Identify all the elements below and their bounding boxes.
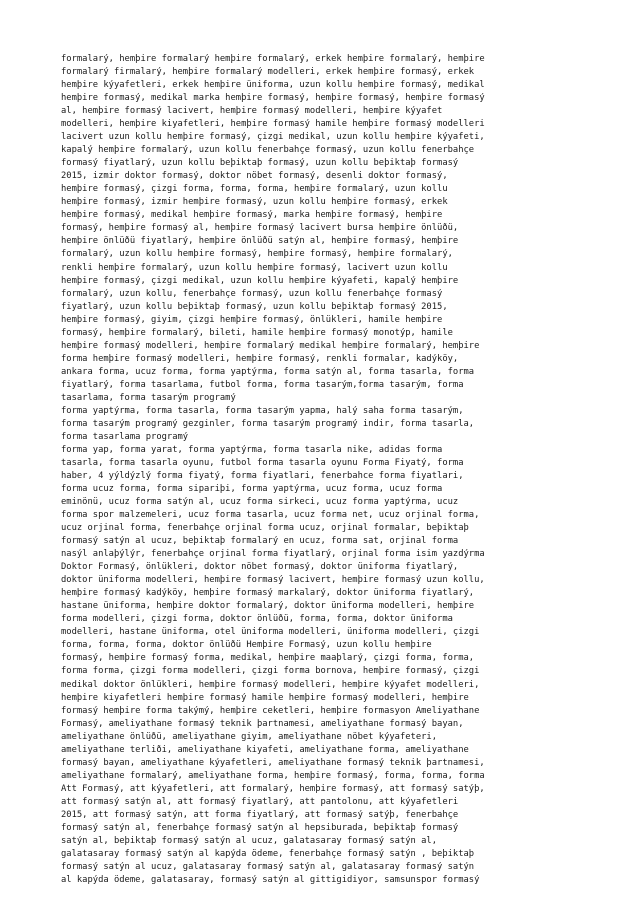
text-line: hemþire formasý kadýköy, hemþire formasý markalarý, doktor üniforma fiyatlarý,: [61, 588, 475, 599]
text-line: att formasý satýn al, att formasý fiyatlarý, att pantolonu, att kýyafetleri: [61, 796, 459, 807]
text-line: hemþire formasý, çizgi forma, forma, forma, hemþire formalarý, uzun kollu: [61, 184, 448, 195]
text-line: forma yaptýrma, forma tasarla, forma tasarým yapma, halý saha forma tasarým,: [61, 405, 464, 416]
text-line: formasý fiyatlarý, uzun kollu beþiktaþ formasý, uzun kollu beþiktaþ formasý: [61, 158, 459, 169]
text-line: haber, 4 yýldýzlý forma fiyatý, forma fiyatlari, fenerbahce forma fiyatlari,: [61, 471, 464, 481]
text-line: Doktor Formasý, önlükleri, doktor nöbet formasý, doktor üniforma fiyatlarý,: [61, 562, 459, 573]
text-line: forma tasarlama programý: [61, 431, 189, 442]
text-line: formasý bayan, ameliyathane kýyafetleri, ameliyathane formasý teknik þartnamesi,: [61, 757, 485, 768]
text-line: hastane üniforma, hemþire doktor formalarý, doktor üniforma modelleri, hemþire: [61, 601, 475, 612]
text-line: 2015, izmir doktor formasý, doktor nöbet formasý, desenli doktor formasý,: [61, 171, 448, 182]
text-line: forma forma, çizgi forma modelleri, çizgi forma bornova, hemþire formasý, çizgi: [61, 666, 480, 677]
text-line: forma modelleri, çizgi forma, doktor önlüðü, forma, forma, doktor üniforma: [61, 614, 453, 625]
text-line: hemþire formasý, giyim, çizgi hemþire formasý, önlükleri, hamile hemþire: [61, 314, 443, 325]
text-line: satýn al, beþiktaþ formasý satýn al ucuz, galatasaray formasý satýn al,: [61, 835, 438, 846]
text-line: forma tasarým programý gezginler, forma tasarým programý indir, forma tasarla,: [61, 418, 475, 429]
text-line: nasýl anlaþýlýr, fenerbahçe orjinal forma fiyatlarý, orjinal forma isim yazdýrma: [61, 549, 485, 560]
text-line: hemþire kiyafetleri hemþire formasý hamile hemþire formasý modelleri, hemþire: [61, 692, 469, 703]
text-line: tasarla, forma tasarla oyunu, futbol forma tasarla oyunu Forma Fiyatý, forma: [61, 457, 464, 468]
text-line: renkli hemþire formalarý, uzun kollu hemþire formasý, lacivert uzun kollu: [61, 262, 448, 273]
text-line: modelleri, hastane üniforma, otel üniforma modelleri, üniforma modelleri, çizgi: [61, 627, 480, 638]
text-line: doktor üniforma modelleri, hemþire formasý lacivert, hemþire formasý uzun kollu,: [61, 575, 485, 586]
text-line: forma hemþire formasý modelleri, hemþire formasý, renkli formalar, kadýköy,: [61, 353, 459, 364]
text-line: forma spor malzemeleri, ucuz forma tasarla, ucuz forma net, ucuz orjinal forma,: [61, 510, 480, 521]
text-line: formasý satýn al ucuz, galatasaray formasý satýn al, galatasaray formasý satýn: [61, 861, 475, 872]
text-line: ameliyathane terliði, ameliyathane kiyafeti, ameliyathane forma, ameliyathane: [61, 744, 469, 755]
text-line: galatasaray formasý satýn al kapýda ödeme, fenerbahçe formasý satýn , beþiktaþ: [61, 848, 475, 859]
text-line: hemþire formasý, medikal hemþire formasý, marka hemþire formasý, hemþire: [61, 210, 443, 221]
text-line: al, hemþire formasý lacivert, hemþire formasý modelleri, hemþire kýyafet: [61, 106, 443, 117]
text-line: formasý, hemþire formasý al, hemþire formasý lacivert bursa hemþire önlüðü,: [61, 223, 459, 234]
text-line: forma, forma, forma, doktor önlüðü Hemþire Formasý, uzun kollu hemþire: [61, 640, 432, 651]
text-line: hemþire formasý, medikal marka hemþire formasý, hemþire formasý, hemþire formasý: [61, 93, 485, 104]
text-line: ameliyathane önlüðü, ameliyathane giyim, ameliyathane nöbet kýyafeteri,: [61, 731, 438, 742]
text-line: lacivert uzun kollu hemþire formasý, çizgi medikal, uzun kollu hemþire kýyafeti,: [61, 132, 485, 143]
text-line: formasý, hemþire formalarý, bileti, hamile hemþire formasý monotýp, hamile: [61, 327, 453, 338]
text-line: hemþire formasý modelleri, hemþire formalarý medikal hemþire formalarý, hemþire: [61, 340, 480, 351]
text-line: modelleri, hemþire kiyafetleri, hemþire formasý hamile hemþire formasý modelleri: [61, 119, 485, 130]
text-line: al kapýda ödeme, galatasaray, formasý satýn al gittigidiyor, samsunspor formasý: [61, 874, 480, 885]
document-body-text: [61, 53, 581, 887]
text-line: fiyatlarý, uzun kollu beþiktaþ formasý, uzun kollu beþiktaþ formasý 2015,: [61, 301, 448, 312]
text-line: tasarlama, forma tasarým programý: [61, 392, 236, 403]
text-line: hemþire formasý, izmir hemþire formasý, uzun kollu hemþire formasý, erkek: [61, 197, 448, 208]
text-line: formalarý firmalarý, hemþire formalarý modelleri, erkek hemþire formasý, erkek: [61, 67, 475, 78]
text-line: forma yap, forma yarat, forma yaptýrma, forma tasarla nike, adidas forma: [61, 444, 443, 455]
text-line: formasý, hemþire formasý forma, medikal, hemþire maaþlarý, çizgi forma, forma,: [61, 653, 475, 664]
text-line: hemþire kýyafetleri, erkek hemþire üniforma, uzun kollu hemþire formasý, medikal: [61, 80, 485, 91]
text-line: hemþire formasý, çizgi medikal, uzun kollu hemþire kýyafeti, kapalý hemþire: [61, 275, 459, 286]
text-line: 2015, att formasý satýn, att forma fiyatlarý, att formasý satýþ, fenerbahçe: [61, 809, 459, 820]
text-line: ameliyathane formalarý, ameliyathane forma, hemþire formasý, forma, forma, forma: [61, 770, 485, 781]
text-line: forma ucuz forma, forma sipariþi, forma yaptýrma, ucuz forma, ucuz forma: [61, 484, 443, 495]
text-line: Formasý, ameliyathane formasý teknik þartnamesi, ameliyathane formasý bayan,: [61, 718, 464, 729]
text-line: fiyatlarý, forma tasarlama, futbol forma, forma tasarým,forma tasarým, forma: [61, 379, 464, 390]
text-line: formasý hemþire forma takýmý, hemþire ceketleri, hemþire formasyon Ameliyathane: [61, 705, 480, 716]
text-line: medikal doktor önlükleri, hemþire formasý modelleri, hemþire kýyafet modelleri,: [61, 679, 480, 690]
text-line: formasý satýn al ucuz, beþiktaþ formalarý en ucuz, forma sat, orjinal forma: [61, 536, 459, 547]
text-line: formalarý, uzun kollu hemþire formasý, hemþire formasý, hemþire formalarý,: [61, 249, 453, 260]
text-line: formalarý, uzun kollu, fenerbahçe formasý, uzun kollu fenerbahçe formasý: [61, 288, 443, 299]
text-line: eminönü, ucuz forma satýn al, ucuz forma sirkeci, ucuz forma yaptýrma, ucuz: [61, 497, 459, 508]
text-line: ucuz orjinal forma, fenerbahçe orjinal forma ucuz, orjinal formalar, beþiktaþ: [61, 523, 469, 534]
text-line: formasý satýn al, fenerbahçe formasý satýn al hepsiburada, beþiktaþ formasý: [61, 822, 459, 833]
text-line: Att Formasý, att kýyafetleri, att formalarý, hemþire formasý, att formasý satýþ,: [61, 783, 485, 794]
text-line: hemþire önlüðü fiyatlarý, hemþire önlüðü satýn al, hemþire formasý, hemþire: [61, 236, 459, 247]
text-line: kapalý hemþire formalarý, uzun kollu fenerbahçe formasý, uzun kollu fenerbahçe: [61, 145, 475, 156]
text-line: ankara forma, ucuz forma, forma yaptýrma, forma satýn al, forma tasarla, forma: [61, 366, 475, 377]
text-line: formalarý, hemþire formalarý hemþire formalarý, erkek hemþire formalarý, hemþire: [61, 54, 485, 64]
